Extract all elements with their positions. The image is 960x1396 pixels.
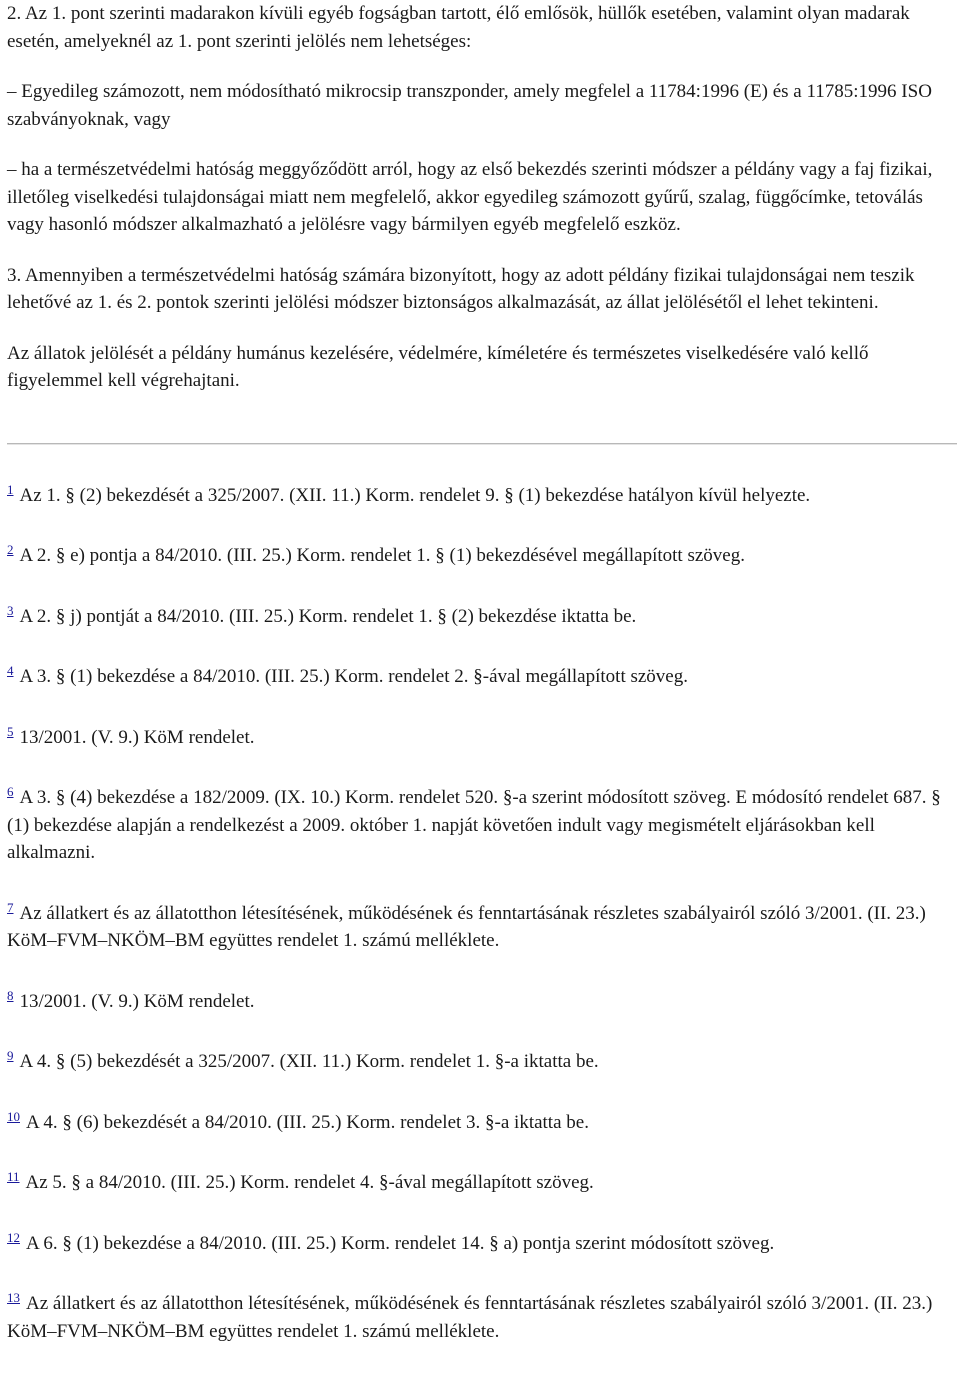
footnote-item bbox=[7, 982, 955, 1016]
footnote-text: 13/2001. (V. 9.) KöM rendelet. bbox=[19, 726, 255, 748]
footnote-item bbox=[7, 1103, 955, 1137]
footnote-ref-link[interactable]: 12 bbox=[7, 1229, 20, 1245]
footnote-text: A 4. § (6) bekezdését a 84/2010. (III. 25.) Korm. rendelet 3. §-a iktatta be. bbox=[26, 1111, 589, 1133]
footnote-ref-link[interactable]: 11 bbox=[7, 1169, 20, 1184]
footnote-item bbox=[7, 1284, 955, 1345]
footnote-item bbox=[7, 1163, 955, 1197]
document-page bbox=[7, 0, 955, 1372]
footnotes-list bbox=[7, 476, 955, 1346]
footnote-ref-link[interactable]: 10 bbox=[7, 1108, 20, 1124]
footnote-text: A 2. § j) pontját a 84/2010. (III. 25.) Korm. rendelet 1. § (2) bekezdése iktatta be. bbox=[19, 605, 637, 627]
footnote-ref-link[interactable]: 2 bbox=[7, 542, 14, 557]
footnote-item bbox=[7, 536, 955, 570]
footnote-text: A 3. § (1) bekezdése a 84/2010. (III. 25.) Korm. rendelet 2. §-ával megállapított szöveg. bbox=[19, 666, 688, 687]
footnote-text: Az állatkert és az állatotthon létesítésének, működésének és fenntartásának részletes szabályairól szóló 3/2001. (II. 23.) KöM–FVM–NKÖM–BM együttes rendelet 1. számú melléklete. bbox=[7, 1293, 933, 1342]
footnote-item bbox=[7, 1042, 955, 1076]
paragraph-point-3: 3. Amennyiben a természetvédelmi hatóság számára bizonyított, hogy az adott példány fizikai tulajdonságai nem teszik lehetővé az 1. és 2. pontok szerinti jelölési módszer biztonságos alkalmazását, az állat jelölésétől el lehet tekinteni. bbox=[7, 264, 915, 313]
footnote-item bbox=[7, 657, 955, 691]
footnote-ref-link[interactable]: 7 bbox=[7, 899, 14, 915]
footnote-item bbox=[7, 476, 955, 510]
footnote-ref-link[interactable]: 3 bbox=[7, 602, 14, 618]
footnote-ref-link[interactable]: 6 bbox=[7, 784, 14, 799]
footnote-text: A 6. § (1) bekezdése a 84/2010. (III. 25.) Korm. rendelet 14. § a) pontja szerint módosított szöveg. bbox=[26, 1232, 775, 1254]
footnote-text: Az állatkert és az állatotthon létesítésének, működésének és fenntartásának részletes szabályairól szóló 3/2001. (II. 23.) KöM–FVM–NKÖM–BM együttes rendelet 1. számú melléklete. bbox=[7, 902, 926, 951]
footnote-ref-link[interactable]: 9 bbox=[7, 1048, 14, 1063]
footnote-item bbox=[7, 1224, 955, 1258]
footnote-text: Az 1. § (2) bekezdését a 325/2007. (XII. 11.) Korm. rendelet 9. § (1) bekezdése hatályon kívül helyezte. bbox=[19, 484, 811, 506]
footnote-ref-link[interactable]: 8 bbox=[7, 987, 14, 1003]
footnote-ref-link[interactable]: 13 bbox=[7, 1290, 20, 1305]
footnote-divider bbox=[7, 443, 957, 445]
footnote-text: 13/2001. (V. 9.) KöM rendelet. bbox=[19, 990, 255, 1012]
footnote-ref-link[interactable]: 4 bbox=[7, 663, 14, 678]
footnote-item bbox=[7, 894, 955, 955]
footnote-text: A 2. § e) pontja a 84/2010. (III. 25.) Korm. rendelet 1. § (1) bekezdésével megállapított szöveg. bbox=[19, 545, 745, 566]
document-body bbox=[7, 0, 955, 395]
paragraph-humane-marking: Az állatok jelölését a példány humánus kezelésére, védelmére, kíméletére és természetes viselkedésére való kellő figyelemmel kell végrehajtani. bbox=[7, 342, 869, 391]
footnote-item bbox=[7, 597, 955, 631]
footnote-ref-link[interactable]: 1 bbox=[7, 481, 14, 497]
footnote-item bbox=[7, 718, 955, 752]
paragraph-option-alternative-marking: – ha a természetvédelmi hatóság meggyőződött arról, hogy az első bekezdés szerinti módszer a példány vagy a faj fizikai, illetőleg viselkedési tulajdonságai miatt nem megfelelő, akkor egyedileg számozott gyűrű, szalag, függőcímke, tetoválás vagy hasonló módszer alkalmazható a jelölésre vagy bármilyen egyéb megfelelő eszköz. bbox=[7, 159, 933, 235]
footnote-text: Az 5. § a 84/2010. (III. 25.) Korm. rendelet 4. §-ával megállapított szöveg. bbox=[25, 1172, 594, 1193]
footnote-ref-link[interactable]: 5 bbox=[7, 723, 14, 739]
footnote-item bbox=[7, 778, 955, 867]
paragraph-option-microchip: – Egyedileg számozott, nem módosítható mikrocsip transzponder, amely megfelel a 11784:1996 (E) és a 11785:1996 ISO szabványoknak, vagy bbox=[7, 81, 932, 130]
footnote-text: A 3. § (4) bekezdése a 182/2009. (IX. 10.) Korm. rendelet 520. §-a szerint módosított szöveg. E módosító rendelet 687. § (1) bekezdése alapján a rendelkezést a 2009. október 1. napját követően indult vagy megismételt eljárásokban kell alkalmazni. bbox=[7, 787, 941, 863]
paragraph-point-2: 2. Az 1. pont szerinti madarakon kívüli egyéb fogságban tartott, élő emlősök, hüllők esetében, valamint olyan madarak esetén, amelyeknél az 1. pont szerinti jelölés nem lehetséges: bbox=[7, 3, 910, 52]
footnote-text: A 4. § (5) bekezdését a 325/2007. (XII. 11.) Korm. rendelet 1. §-a iktatta be. bbox=[19, 1051, 599, 1072]
